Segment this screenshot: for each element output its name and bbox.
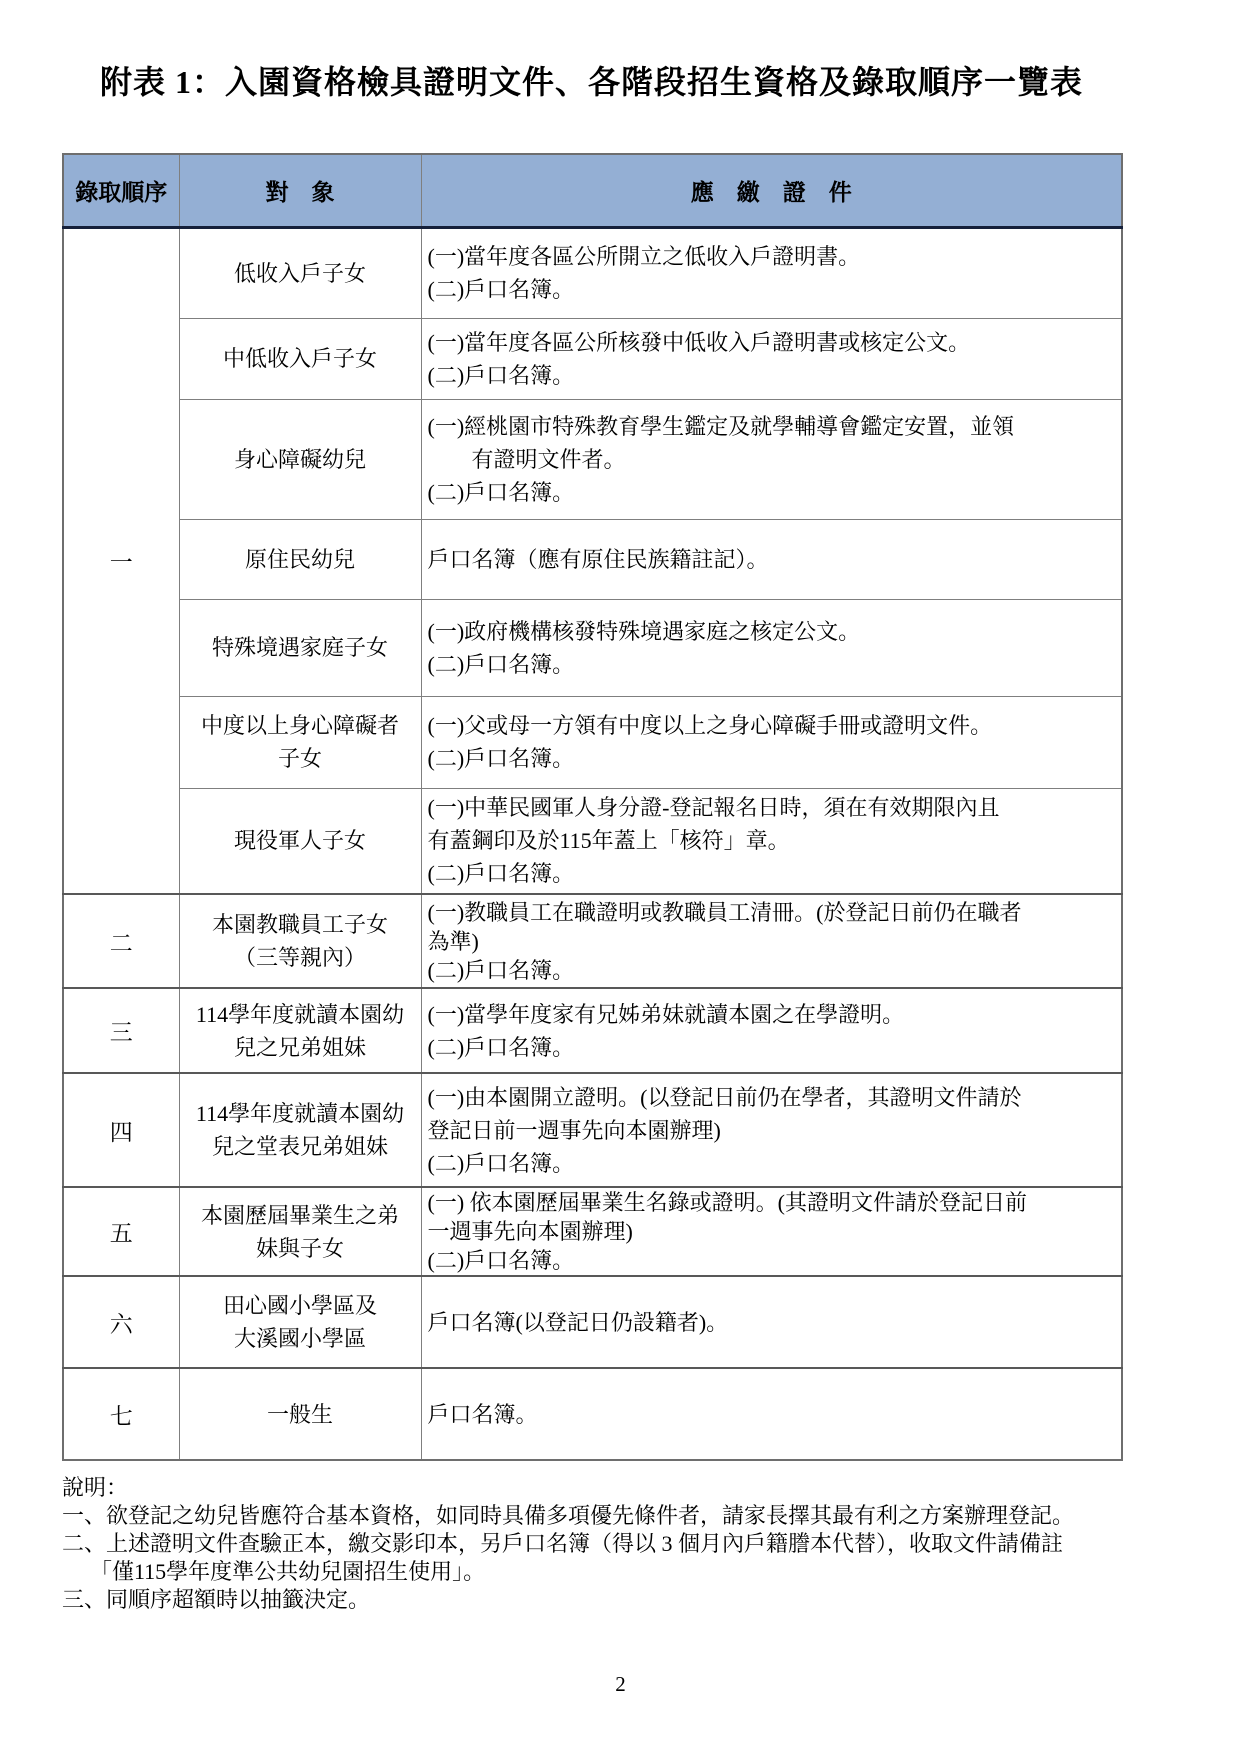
header-order: 錄取順序	[63, 154, 179, 227]
table-row	[63, 1368, 1122, 1460]
order-cell: 三	[63, 988, 179, 1073]
subject-cell: 114學年度就讀本園幼 兒之堂表兄弟姐妹	[179, 1073, 421, 1187]
subject-cell: 一般生	[179, 1368, 421, 1460]
table-row	[63, 894, 1122, 988]
documents-cell: (一)政府機構核發特殊境遇家庭之核定公文。 (二)戶口名簿。	[421, 599, 1122, 696]
documents-cell: (一)父或母一方領有中度以上之身心障礙手冊或證明文件。 (二)戶口名簿。	[421, 696, 1122, 788]
documents-cell: (一)當年度各區公所開立之低收入戶證明書。 (二)戶口名簿。	[421, 227, 1122, 318]
table-row	[63, 519, 1122, 599]
order-cell: 四	[63, 1073, 179, 1187]
page-title: 附表 1：入園資格檢具證明文件、各階段招生資格及錄取順序一覽表	[99, 64, 1083, 100]
table-header-row	[63, 154, 1122, 227]
subject-cell: 中低收入戶子女	[179, 318, 421, 399]
order-cell: 六	[63, 1276, 179, 1368]
documents-cell: 戶口名簿。	[421, 1368, 1122, 1460]
header-documents: 應 繳 證 件	[421, 154, 1122, 227]
documents-cell: (一) 依本園歷屆畢業生名錄或證明。(其證明文件請於登記日前 一週事先向本園辦理) (二)戶口名簿。	[421, 1187, 1122, 1276]
subject-cell: 中度以上身心障礙者 子女	[179, 696, 421, 788]
table-row	[63, 318, 1122, 399]
documents-cell: (一)由本園開立證明。(以登記日前仍在學者，其證明文件請於 登記日前一週事先向本園辦理) (二)戶口名簿。	[421, 1073, 1122, 1187]
subject-cell: 特殊境遇家庭子女	[179, 599, 421, 696]
page-number: 2	[615, 1672, 626, 1696]
order-cell: 五	[63, 1187, 179, 1276]
header-subject: 對 象	[179, 154, 421, 227]
subject-cell: 本園歷屆畢業生之弟 妹與子女	[179, 1187, 421, 1276]
table-row	[63, 599, 1122, 696]
documents-cell: 戶口名簿（應有原住民族籍註記）。	[421, 519, 1122, 599]
note-item: 二、上述證明文件查驗正本，繳交影印本，另戶口名簿（得以 3 個月內戶籍謄本代替），收取文件請備註	[62, 1531, 1064, 1556]
table-row	[63, 988, 1122, 1073]
subject-cell: 114學年度就讀本園幼 兒之兄弟姐妹	[179, 988, 421, 1073]
table-row	[63, 227, 1122, 318]
table-row	[63, 1187, 1122, 1276]
subject-cell: 身心障礙幼兒	[179, 399, 421, 519]
admission-table	[62, 153, 1123, 1461]
subject-cell: 現役軍人子女	[179, 788, 421, 894]
documents-cell: 戶口名簿(以登記日仍設籍者)。	[421, 1276, 1122, 1368]
notes-section	[62, 1474, 1212, 1614]
order-cell: 一	[63, 227, 179, 894]
table-row	[63, 1073, 1122, 1187]
notes-label: 說明：	[62, 1475, 129, 1500]
documents-cell: (一)經桃園市特殊教育學生鑑定及就學輔導會鑑定安置，並領 有證明文件者。 (二)戶口名簿。	[421, 399, 1122, 519]
table-row	[63, 696, 1122, 788]
order-cell: 二	[63, 894, 179, 988]
subject-cell: 本園教職員工子女 （三等親內）	[179, 894, 421, 988]
documents-cell: (一)中華民國軍人身分證-登記報名日時，須在有效期限內且 有蓋鋼印及於115年蓋上「核符」章。 (二)戶口名簿。	[421, 788, 1122, 894]
subject-cell: 原住民幼兒	[179, 519, 421, 599]
note-item: 三、同順序超額時以抽籤決定。	[62, 1587, 371, 1612]
subject-cell: 低收入戶子女	[179, 227, 421, 318]
order-cell: 七	[63, 1368, 179, 1460]
documents-cell: (一)當學年度家有兄姊弟妹就讀本園之在學證明。 (二)戶口名簿。	[421, 988, 1122, 1073]
documents-cell: (一)當年度各區公所核發中低收入戶證明書或核定公文。 (二)戶口名簿。	[421, 318, 1122, 399]
note-item: 一、欲登記之幼兒皆應符合基本資格，如同時具備多項優先條件者，請家長擇其最有利之方案辦理登記。	[62, 1503, 1075, 1528]
table-row	[63, 399, 1122, 519]
documents-cell: (一)教職員工在職證明或教職員工清冊。(於登記日前仍在職者 為準) (二)戶口名簿。	[421, 894, 1122, 988]
note-item-continuation: 「僅115學年度準公共幼兒園招生使用」。	[90, 1559, 486, 1584]
table-row	[63, 788, 1122, 894]
table-row	[63, 1276, 1122, 1368]
subject-cell: 田心國小學區及 大溪國小學區	[179, 1276, 421, 1368]
